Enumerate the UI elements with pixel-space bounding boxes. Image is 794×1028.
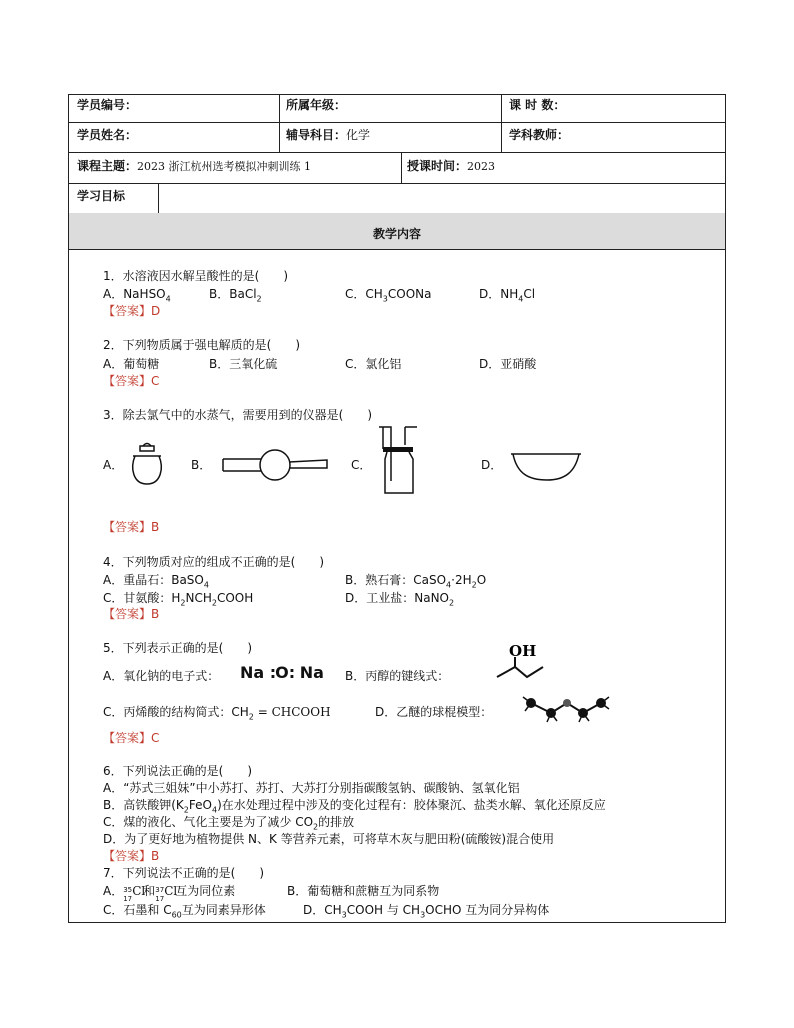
question-4-options-cd: C．甘氨酸：$H_2NCH_2COOH$ D．工业盐：NaNO$_2$: [103, 591, 455, 608]
evaporating-dish-icon: [509, 448, 583, 482]
row-divider: [69, 122, 725, 123]
isotope-cl37: 37 17 Cl: [155, 884, 178, 903]
student-id-label: 学员编号：: [77, 98, 138, 112]
drying-tube-icon: [221, 443, 329, 487]
question-4-options-ab: A．重晶石：BaSO$_4$ B．熟石膏：$CaSO_4\cdot 2H_2O$: [103, 573, 487, 590]
col-divider: [279, 95, 280, 152]
question-6-option-d: D．为了更好地为植物提供 N、K 等营养元素，可将草木灰与肥田粉(硫酸铵)混合使用: [103, 832, 555, 846]
isotope-cl35: 35 17 Cl: [123, 884, 146, 903]
question-6-stem: 6．下列说法正确的是( ): [103, 764, 252, 778]
gas-washing-bottle-icon: [375, 423, 421, 501]
sodium-oxide-electron-formula: Na :O: Na: [240, 663, 324, 682]
row-divider: [69, 249, 725, 250]
diethyl-ether-ball-stick-model: [521, 689, 613, 725]
question-5-stem: 5．下列表示正确的是( ): [103, 641, 252, 655]
question-7-options-ab: A． 35 17 Cl 和 37 17 Cl 互为同位素 B．葡萄糖和蔗糖互为同系物: [103, 884, 440, 903]
question-1-options: A．NaHSO$_4$ B．BaCl$_2$ C．$CH_3COONa$ D．$NH_4Cl$: [103, 287, 536, 304]
question-2-stem: 2．下列物质属于强电解质的是( ): [103, 338, 300, 352]
row-divider: [69, 152, 725, 153]
grade-label: 所属年级：: [286, 98, 347, 112]
question-6-option-c: C．煤的液化、气化主要是为了减少 $CO_2$的排放: [103, 815, 355, 832]
question-7-stem: 7．下列说法不正确的是( ): [103, 866, 264, 880]
wide-mouth-bottle-icon: [129, 440, 165, 488]
col-divider: [401, 152, 402, 183]
question-6-option-b: B．高铁酸钾$(K_2FeO_4)$在水处理过程中涉及的变化过程有：胶体聚沉、盐类水解、氧化还原反应: [103, 798, 606, 815]
question-7-options-cd: C．石墨和 $C_{60}$互为同素异形体 D．$CH_3COOH$ 与 $CH_3OCHO$ 互为同分异构体: [103, 903, 550, 920]
lesson-sheet-table: [68, 94, 726, 923]
col-divider: [501, 95, 502, 152]
propanol-skeletal-formula: [491, 643, 561, 687]
question-1-stem: 1．水溶液因水解呈酸性的是( ): [103, 269, 288, 283]
goal-label: 学习目标: [77, 189, 126, 203]
question-3-stem: 3．除去氯气中的水蒸气，需要用到的仪器是( ): [103, 408, 372, 422]
student-name-label: 学员姓名：: [77, 128, 138, 142]
topic-field: 课程主题：2023 浙江杭州选考模拟冲刺训练 1: [77, 159, 312, 173]
question-6-answer: 【答案】B: [103, 849, 160, 863]
col-divider: [158, 183, 159, 213]
teacher-label: 学科教师：: [509, 128, 570, 142]
content-title: 教学内容: [372, 227, 421, 241]
question-3-options: A． B． C． D．: [103, 458, 503, 472]
question-4-stem: 4．下列物质对应的组成不正确的是( ): [103, 555, 324, 569]
question-3-answer: 【答案】B: [103, 520, 160, 534]
question-4-answer: 【答案】B: [103, 607, 160, 621]
question-2-answer: 【答案】C: [103, 374, 160, 388]
question-5-answer: 【答案】C: [103, 731, 160, 745]
subject-field: 辅导科目：化学: [286, 128, 371, 142]
question-5-options-ab: A．氧化钠的电子式： Na :O: Na B．丙醇的键线式：: [103, 663, 450, 683]
question-5-options-cd: C．丙烯酸的结构简式：$CH_2$ = CHCOOH D．乙醚的球棍模型：: [103, 705, 493, 722]
question-1-answer: 【答案】D: [103, 304, 161, 318]
svg-text:OH: OH: [509, 643, 537, 660]
question-2-options: A．葡萄糖 B．三氧化硫 C．氯化铝 D．亚硝酸: [103, 357, 537, 371]
question-6-option-a: A．“苏式三姐妹”中小苏打、苏打、大苏打分别指碳酸氢钠、碳酸钠、氢氧化铝: [103, 781, 520, 795]
time-field: 授课时间：2023: [407, 159, 496, 173]
hours-label: 课 时 数：: [509, 98, 566, 112]
row-divider: [69, 183, 725, 184]
